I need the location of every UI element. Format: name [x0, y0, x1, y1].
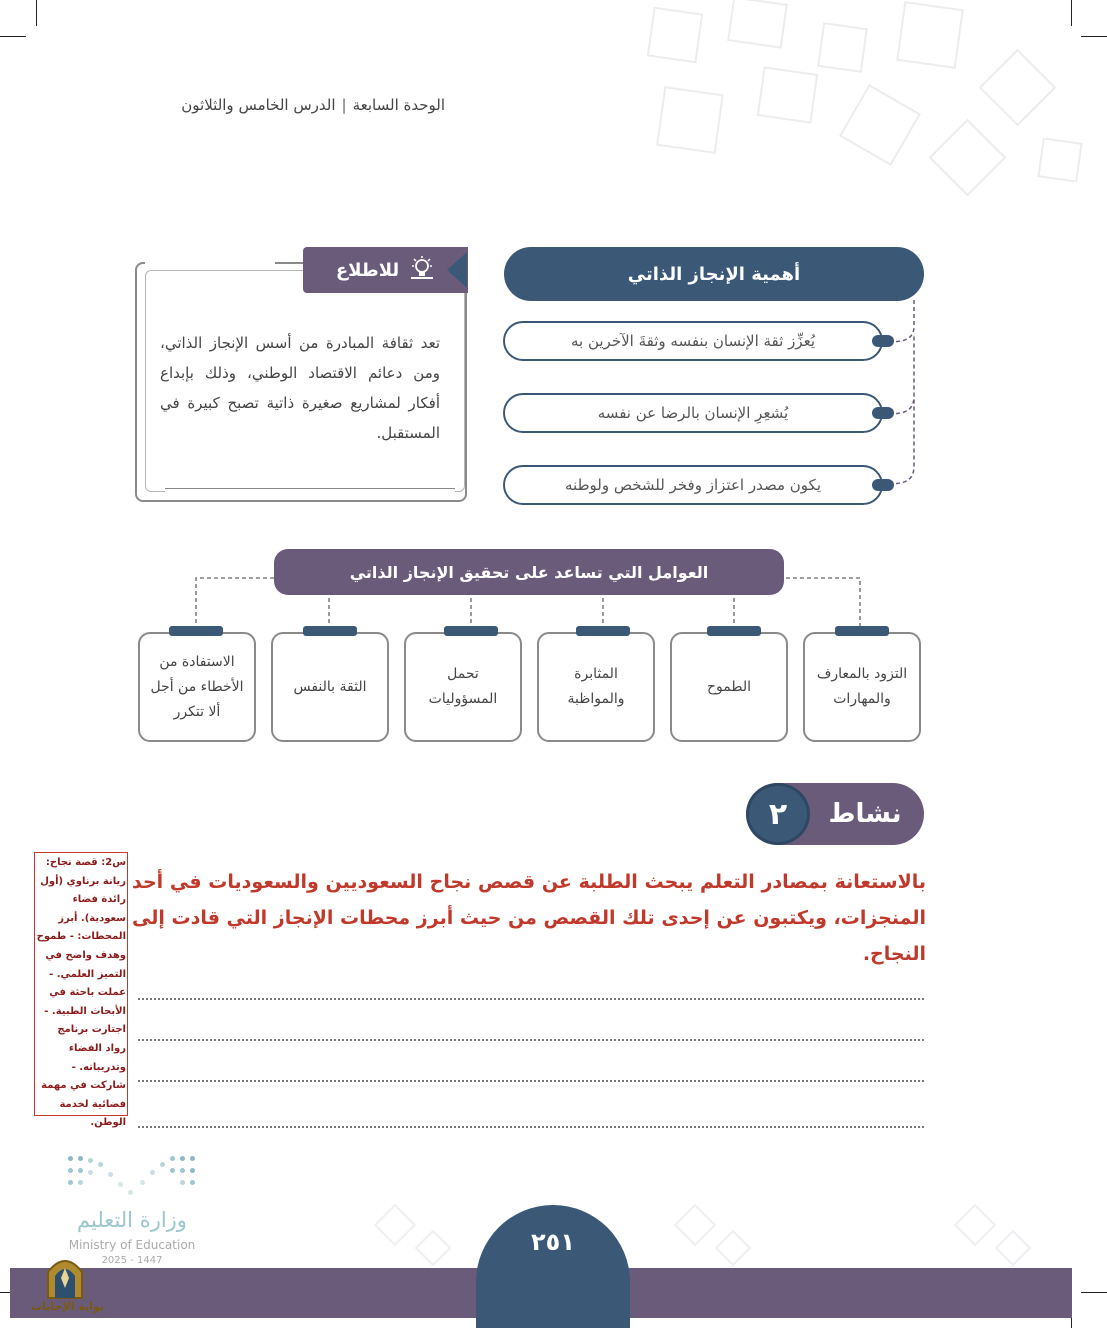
factors-title: العوامل التي تساعد على تحقيق الإنجاز الذاتي: [274, 549, 784, 595]
importance-connector: [880, 296, 920, 496]
bullet-icon: [872, 407, 894, 419]
ministry-name-ar: وزارة التعليم: [77, 1208, 187, 1232]
info-badge: [303, 247, 468, 293]
activity-text: بالاستعانة بمصادر التعلم يبحث الطلبة عن قصص نجاح السعوديين والسعوديات في أحد المنجزات، ويكتبون عن إحدى تلك القصص من حيث أبرز محطات الإنجاز التي قادت إلى النجاح.: [132, 871, 926, 965]
breadcrumb-separator: |: [341, 96, 347, 114]
importance-title: أهمية الإنجاز الذاتي: [504, 247, 924, 301]
factor-card: المثابرة والمواظبة: [537, 632, 655, 742]
page-number: ٢٥١: [531, 1228, 575, 1256]
lightbulb-icon: [409, 256, 435, 285]
factor-card: التزود بالمعارف والمهارات: [803, 632, 921, 742]
ministry-name-en: Ministry of Education: [68, 1238, 196, 1252]
info-badge-label: للاطلاع: [335, 259, 400, 281]
factor-tab: [835, 626, 889, 636]
importance-item: يكون مصدر اعتزاز وفخر للشخص ولوطنه: [503, 465, 883, 505]
importance-item: يُعزِّز ثقة الإنسان بنفسه وثقةَ الآخرين به: [503, 321, 883, 361]
unit-label: الوحدة السابعة: [352, 96, 445, 114]
crop-mark: [0, 36, 26, 37]
bullet-icon: [872, 479, 894, 491]
frame-bottom-line: [165, 488, 455, 496]
factor-tab: [169, 626, 223, 636]
factor-tab: [303, 626, 357, 636]
factor-card: الاستفادة من الأخطاء من أجل ألا تتكرر: [138, 632, 256, 742]
page-number-badge: [476, 1205, 630, 1328]
answer-line[interactable]: [138, 1039, 924, 1041]
factor-tab: [444, 626, 498, 636]
frame-gap: [145, 262, 275, 268]
factor-tab: [707, 626, 761, 636]
activity-label: نشاط: [828, 799, 902, 829]
bullet-icon: [872, 335, 894, 347]
factor-tab: [576, 626, 630, 636]
lesson-label: الدرس الخامس والثلاثون: [181, 96, 336, 114]
importance-item: يُشعِرِ الإنسان بالرضا عن نفسه: [503, 393, 883, 433]
breadcrumb: [110, 96, 445, 114]
factor-card: تحمل المسؤوليات: [404, 632, 522, 742]
answer-line[interactable]: [138, 1126, 924, 1128]
answer-note-text: س2: قصة نجاح: ريانة برناوي (أول رائدة فضاء سعودية). أبرز المحطات: - طموح وهدف واضح في التميز العلمي. - عملت باحثة في الأبحاث الطبية. - اجتازت برنامج رواد الفضاء وتدريباته. - شاركت في مهمة فضائية لخدمة الوطن.: [36, 857, 126, 1129]
crop-mark: [36, 0, 37, 26]
activity-number: ٢: [746, 783, 810, 845]
factor-card: الطموح: [670, 632, 788, 742]
answer-line[interactable]: [138, 1080, 924, 1082]
info-text: تعد ثقافة المبادرة من أسس الإنجاز الذاتي، ومن دعائم الاقتصاد الوطني، وذلك بإبداع أفكار لمشاريع صغيرة ذاتية تصبح كبيرة في المستقبل.: [160, 334, 440, 442]
portal-label: بوابة الإجابات: [31, 1300, 104, 1313]
badge-arrow-icon: [447, 252, 467, 288]
portal-logo-icon: [44, 1254, 86, 1300]
crop-mark: [1081, 36, 1107, 37]
ministry-year: 2025 - 1447: [101, 1255, 163, 1266]
answer-line[interactable]: [138, 998, 924, 1000]
factor-card: الثقة بالنفس: [271, 632, 389, 742]
crop-mark: [1071, 0, 1072, 26]
crop-mark: [1081, 1292, 1107, 1293]
